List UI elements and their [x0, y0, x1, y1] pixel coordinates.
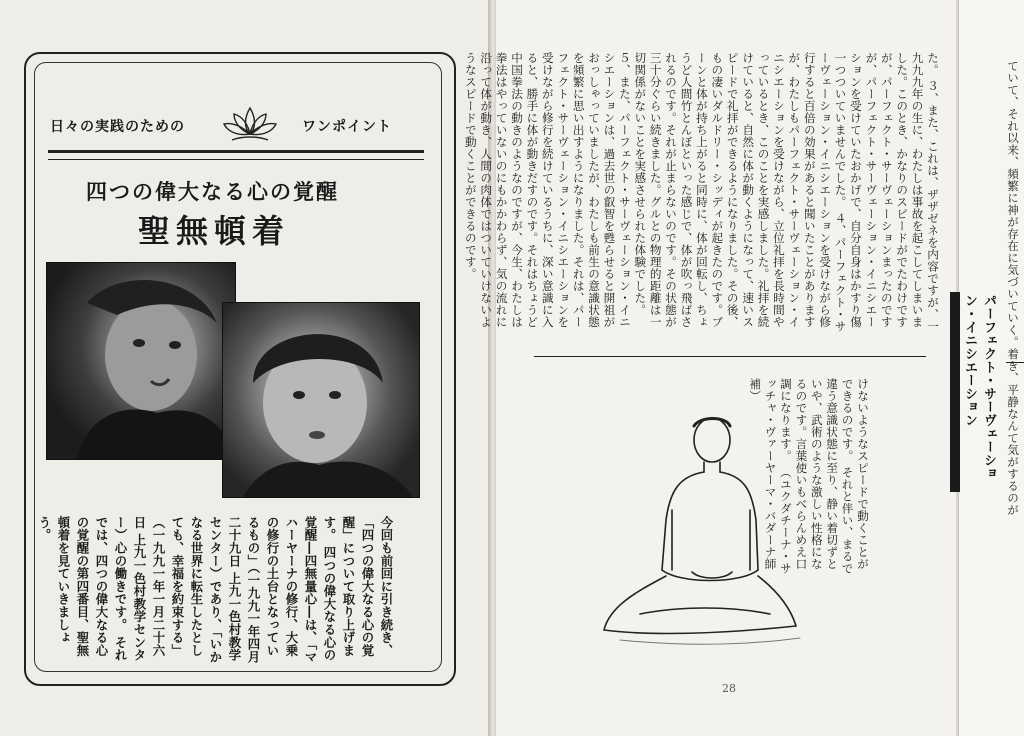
lead-text: 今回も前回に引き続き、「四つの偉大なる心の覚醒」について取り上げます。 四つの偉大なる心の覚醒―四無量心―は、「マハーヤーナの修行、大乗の修行の土台となっているもの」（一九九一年四月二十九日 上九一色村教学センター）であり、「いかなる世界に転生したとしても、幸福を約束する」（一九九一年一月二十六日 上九一色村教学センター）心の働きです。 それでは、四つの偉大なる心の覚醒の第四番目、聖無頓着を見ていきましょう。 — [37, 516, 394, 664]
section-divider — [534, 356, 926, 357]
body-text-top: た。 ３、また、これは、ザザゼネを内容ですが、一九九九年の生に、わたしは事故を起こしてしまいました。このとき、かなりのスピードがでたわけですが、パーフェクト・サーヴェーションまったのですが、パーフェクト・サーヴェーション・イニシエーションを受けていたおかげで、自分自身はかすり傷一つついていませんでした。 ４、パーフェクト・サーヴェーション・イニシエーションを受けながら修行すると百倍の効果があると聞いたことがありますが、わたしもパーフェクト・サーヴェーション・イニシエーションを受けながら、立位礼拝を長時間やっているとき、このことを実感しました。礼拝を続けていると、自然に体が動くようになって、速いスピードで礼拝ができるようになりました。その後、もの凄いダルドリー・シッディが起きたのです。ブーンと体が持ち上がると同時に、体が回転し、ちょうど人間竹とんぼといった感じで、体が吹っ飛ばされるのです。それが止まらないのです。その状態が三十分ぐらい続きました。グルとの物理的距離は一切関係がないことを実感させられた体験でした。 ５、また、パーフェクト・サーヴェーション・イニシエーションは、過去世の叡智を甦らせると開祖がおっしゃっていましたが、わたしも前生の意識状態を頻繁に思い出すようになりました。それは、パーフェクト・サーヴェーション・イニシエーションを受けながら修行を続けているうちに、深い意識に入ると、勝手に体が動きだすのです。それはちょうど中国拳法の動きのようなのですが、今生、わたしは拳法はやっていないのにもかかわらず、気の流れに沿って体が動き、人間の肉体ではついていけないようなスピードで動くことができるのです。 — [463, 52, 940, 333]
header-divider — [48, 150, 424, 160]
header-left-text: 日々の実践のための — [50, 119, 185, 135]
left-page — [0, 0, 492, 736]
next-page-divider — [1006, 362, 1024, 363]
page-number: 28 — [722, 682, 736, 695]
lotus-icon — [222, 100, 278, 146]
header-right-text: ワンポイント — [302, 119, 392, 135]
article-title: 聖無頓着 — [138, 212, 291, 250]
meditating-figure-illustration — [600, 400, 810, 650]
article-subtitle: 四つの偉大なる心の覚醒 — [86, 180, 339, 204]
child-photo-1 — [46, 262, 236, 460]
body-text-bottom: けないようなスピードで動くことができるのです。 それと伴い、まるで違う意識状態に至り、静い着切ずといや、武術のような激しい性格になるのです。言葉使いもべらんめえ口調になります。 （ユクダチーナ・サッチャ・ヴァーヤーマ・バダーナ師補） — [748, 378, 870, 575]
child-photo-2 — [222, 302, 420, 498]
section-side-label: パーフェクト・サーヴェーション・イニシエーション — [960, 290, 998, 510]
next-page-text: ていて、それ以来、頻繁に神が存在に気づいていく。着き、平静なんて気がするのが — [1006, 60, 1020, 516]
